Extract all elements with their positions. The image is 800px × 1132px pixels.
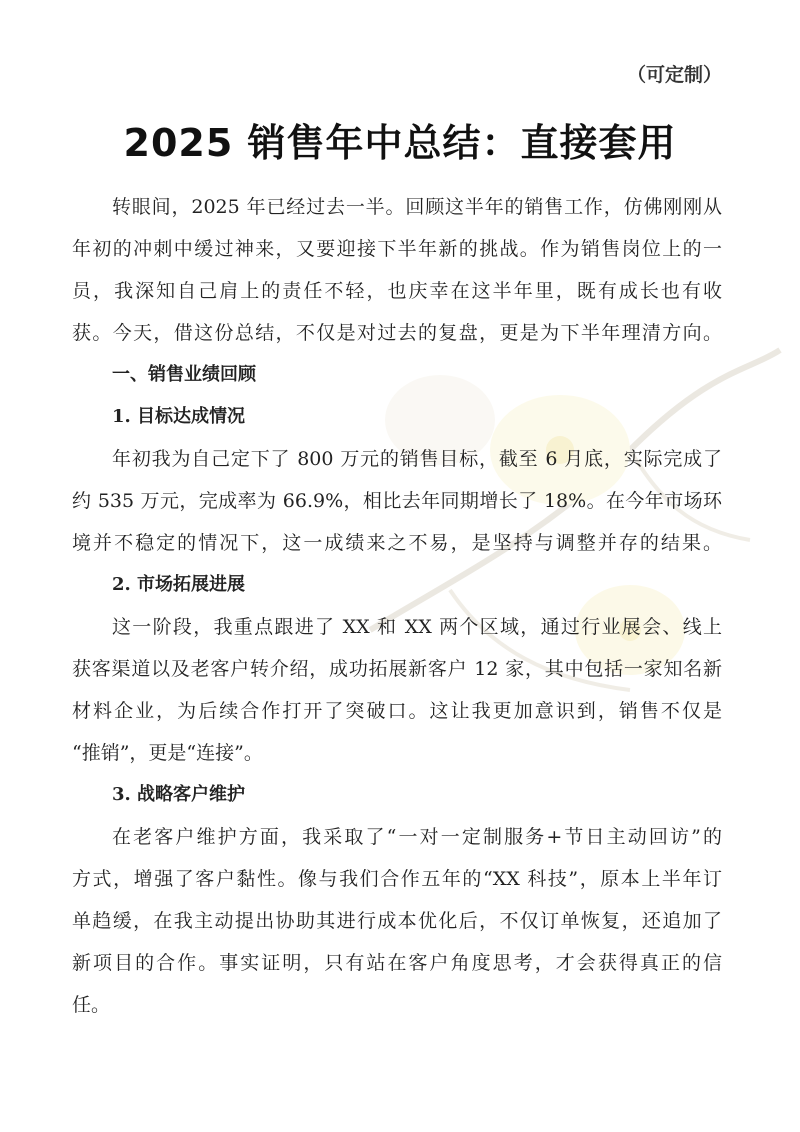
paragraph-line: 境并不稳定的情况下，这一成绩来之不易，是坚持与调整并存的结果。 [72, 532, 722, 554]
paragraph-line: 方式，增强了客户黏性。像与我们合作五年的“XX 科技”，原本上半年订 [72, 868, 722, 890]
paragraph-line: 任。 [72, 994, 111, 1016]
page-title: 2025 销售年中总结：直接套用 [123, 121, 677, 165]
paragraph-line: 单趋缓，在我主动提出协助其进行成本优化后，不仅订单恢复，还追加了 [72, 910, 722, 932]
document-body [72, 186, 722, 1026]
paragraph-line: 在老客户维护方面，我采取了“一对一定制服务+节日主动回访”的 [112, 826, 722, 848]
subheading-target: 1. 目标达成情况 [112, 406, 246, 427]
paragraph-line: 新项目的合作。事实证明，只有站在客户角度思考，才会获得真正的信 [72, 952, 722, 974]
paragraph-line: 获客渠道以及老客户转介绍，成功拓展新客户 12 家，其中包括一家知名新 [72, 658, 722, 680]
paragraph-line: 这一阶段，我重点跟进了 XX 和 XX 两个区域，通过行业展会、线上 [112, 616, 722, 638]
intro-line: 获。今天，借这份总结，不仅是对过去的复盘，更是为下半年理清方向。 [72, 322, 722, 344]
subheading-market: 2. 市场拓展进展 [112, 574, 246, 595]
section-heading: 一、销售业绩回顾 [112, 364, 256, 385]
intro-line: 年初的冲刺中缓过神来，又要迎接下半年新的挑战。作为销售岗位上的一 [72, 238, 722, 260]
intro-line: 员，我深知自己肩上的责任不轻，也庆幸在这半年里，既有成长也有收 [72, 280, 722, 302]
paragraph-line: “推销”，更是“连接”。 [72, 742, 263, 764]
paragraph-line: 年初我为自己定下了 800 万元的销售目标，截至 6 月底，实际完成了 [112, 448, 722, 470]
customizable-tag: （可定制） [626, 64, 722, 86]
paragraph-line: 约 535 万元，完成率为 66.9%，相比去年同期增长了 18%。在今年市场环 [72, 490, 722, 512]
intro-line: 转眼间，2025 年已经过去一半。回顾这半年的销售工作，仿佛刚刚从 [112, 196, 722, 218]
subheading-clients: 3. 战略客户维护 [112, 784, 246, 805]
paragraph-line: 材料企业，为后续合作打开了突破口。这让我更加意识到，销售不仅是 [72, 700, 722, 722]
